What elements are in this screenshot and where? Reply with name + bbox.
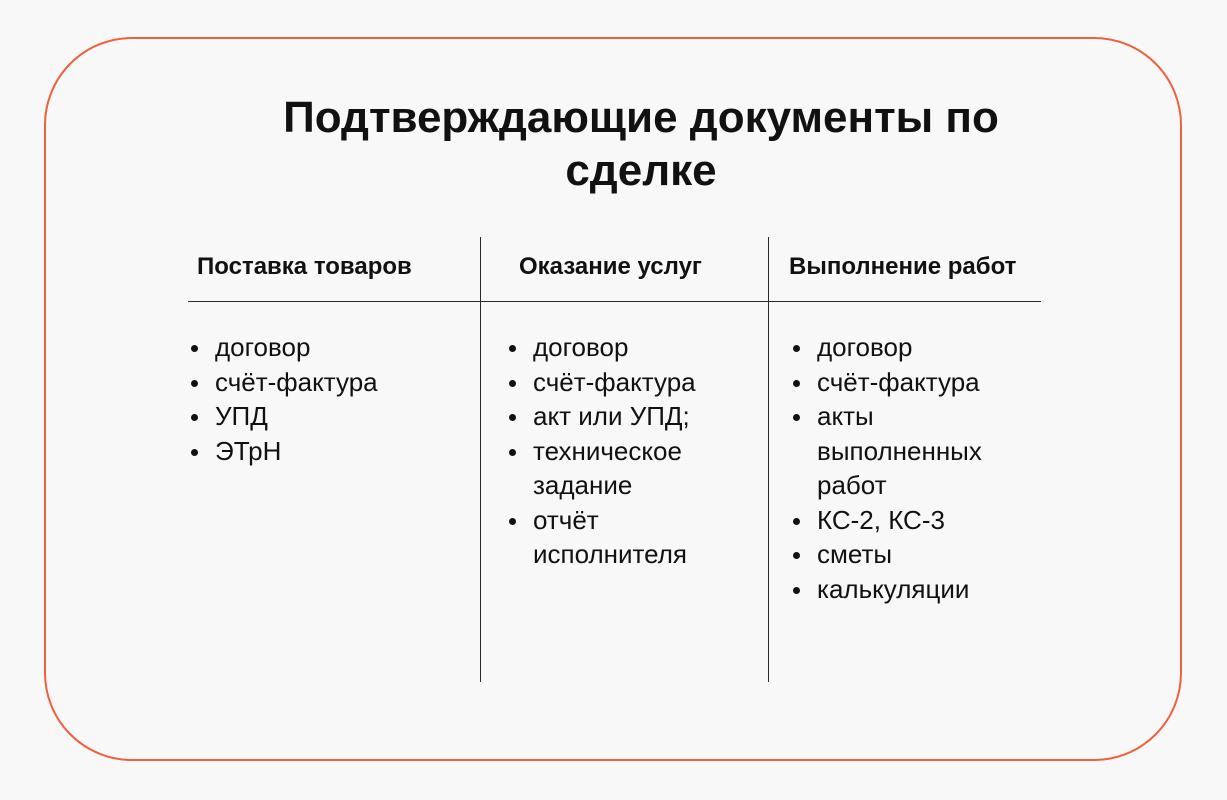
column-header-services: Оказание услуг: [519, 253, 702, 280]
services-document-list: [506, 330, 734, 572]
list-item: отчёт исполнителя: [506, 503, 734, 572]
list-item: сметы: [790, 537, 1018, 572]
list-item: техническое задание: [506, 434, 734, 503]
list-item: договор: [188, 330, 458, 365]
list-item: договор: [506, 330, 734, 365]
list-item: калькуляции: [790, 572, 1018, 607]
list-item: счёт-фактура: [790, 365, 1018, 400]
column-header-works: Выполнение работ: [789, 253, 1017, 280]
column-divider-2: [768, 237, 769, 682]
list-item: УПД: [188, 399, 458, 434]
header-divider: [188, 301, 1041, 302]
page-title: [0, 91, 1227, 197]
list-item: договор: [790, 330, 1018, 365]
list-item: счёт-фактура: [188, 365, 458, 400]
column-divider-1: [480, 237, 481, 682]
list-item: счёт-фактура: [506, 365, 734, 400]
title-line-2: сделке: [565, 146, 717, 195]
list-item: КС-2, КС-3: [790, 503, 1018, 538]
title-line-1: Подтверждающие документы по: [283, 93, 999, 142]
list-item: акт или УПД;: [506, 399, 734, 434]
list-item: акты выполненных работ: [790, 399, 1018, 503]
works-document-list: [790, 330, 1018, 606]
list-item: ЭТрН: [188, 434, 458, 469]
goods-document-list: [188, 330, 458, 468]
column-header-goods: Поставка товаров: [197, 253, 412, 280]
